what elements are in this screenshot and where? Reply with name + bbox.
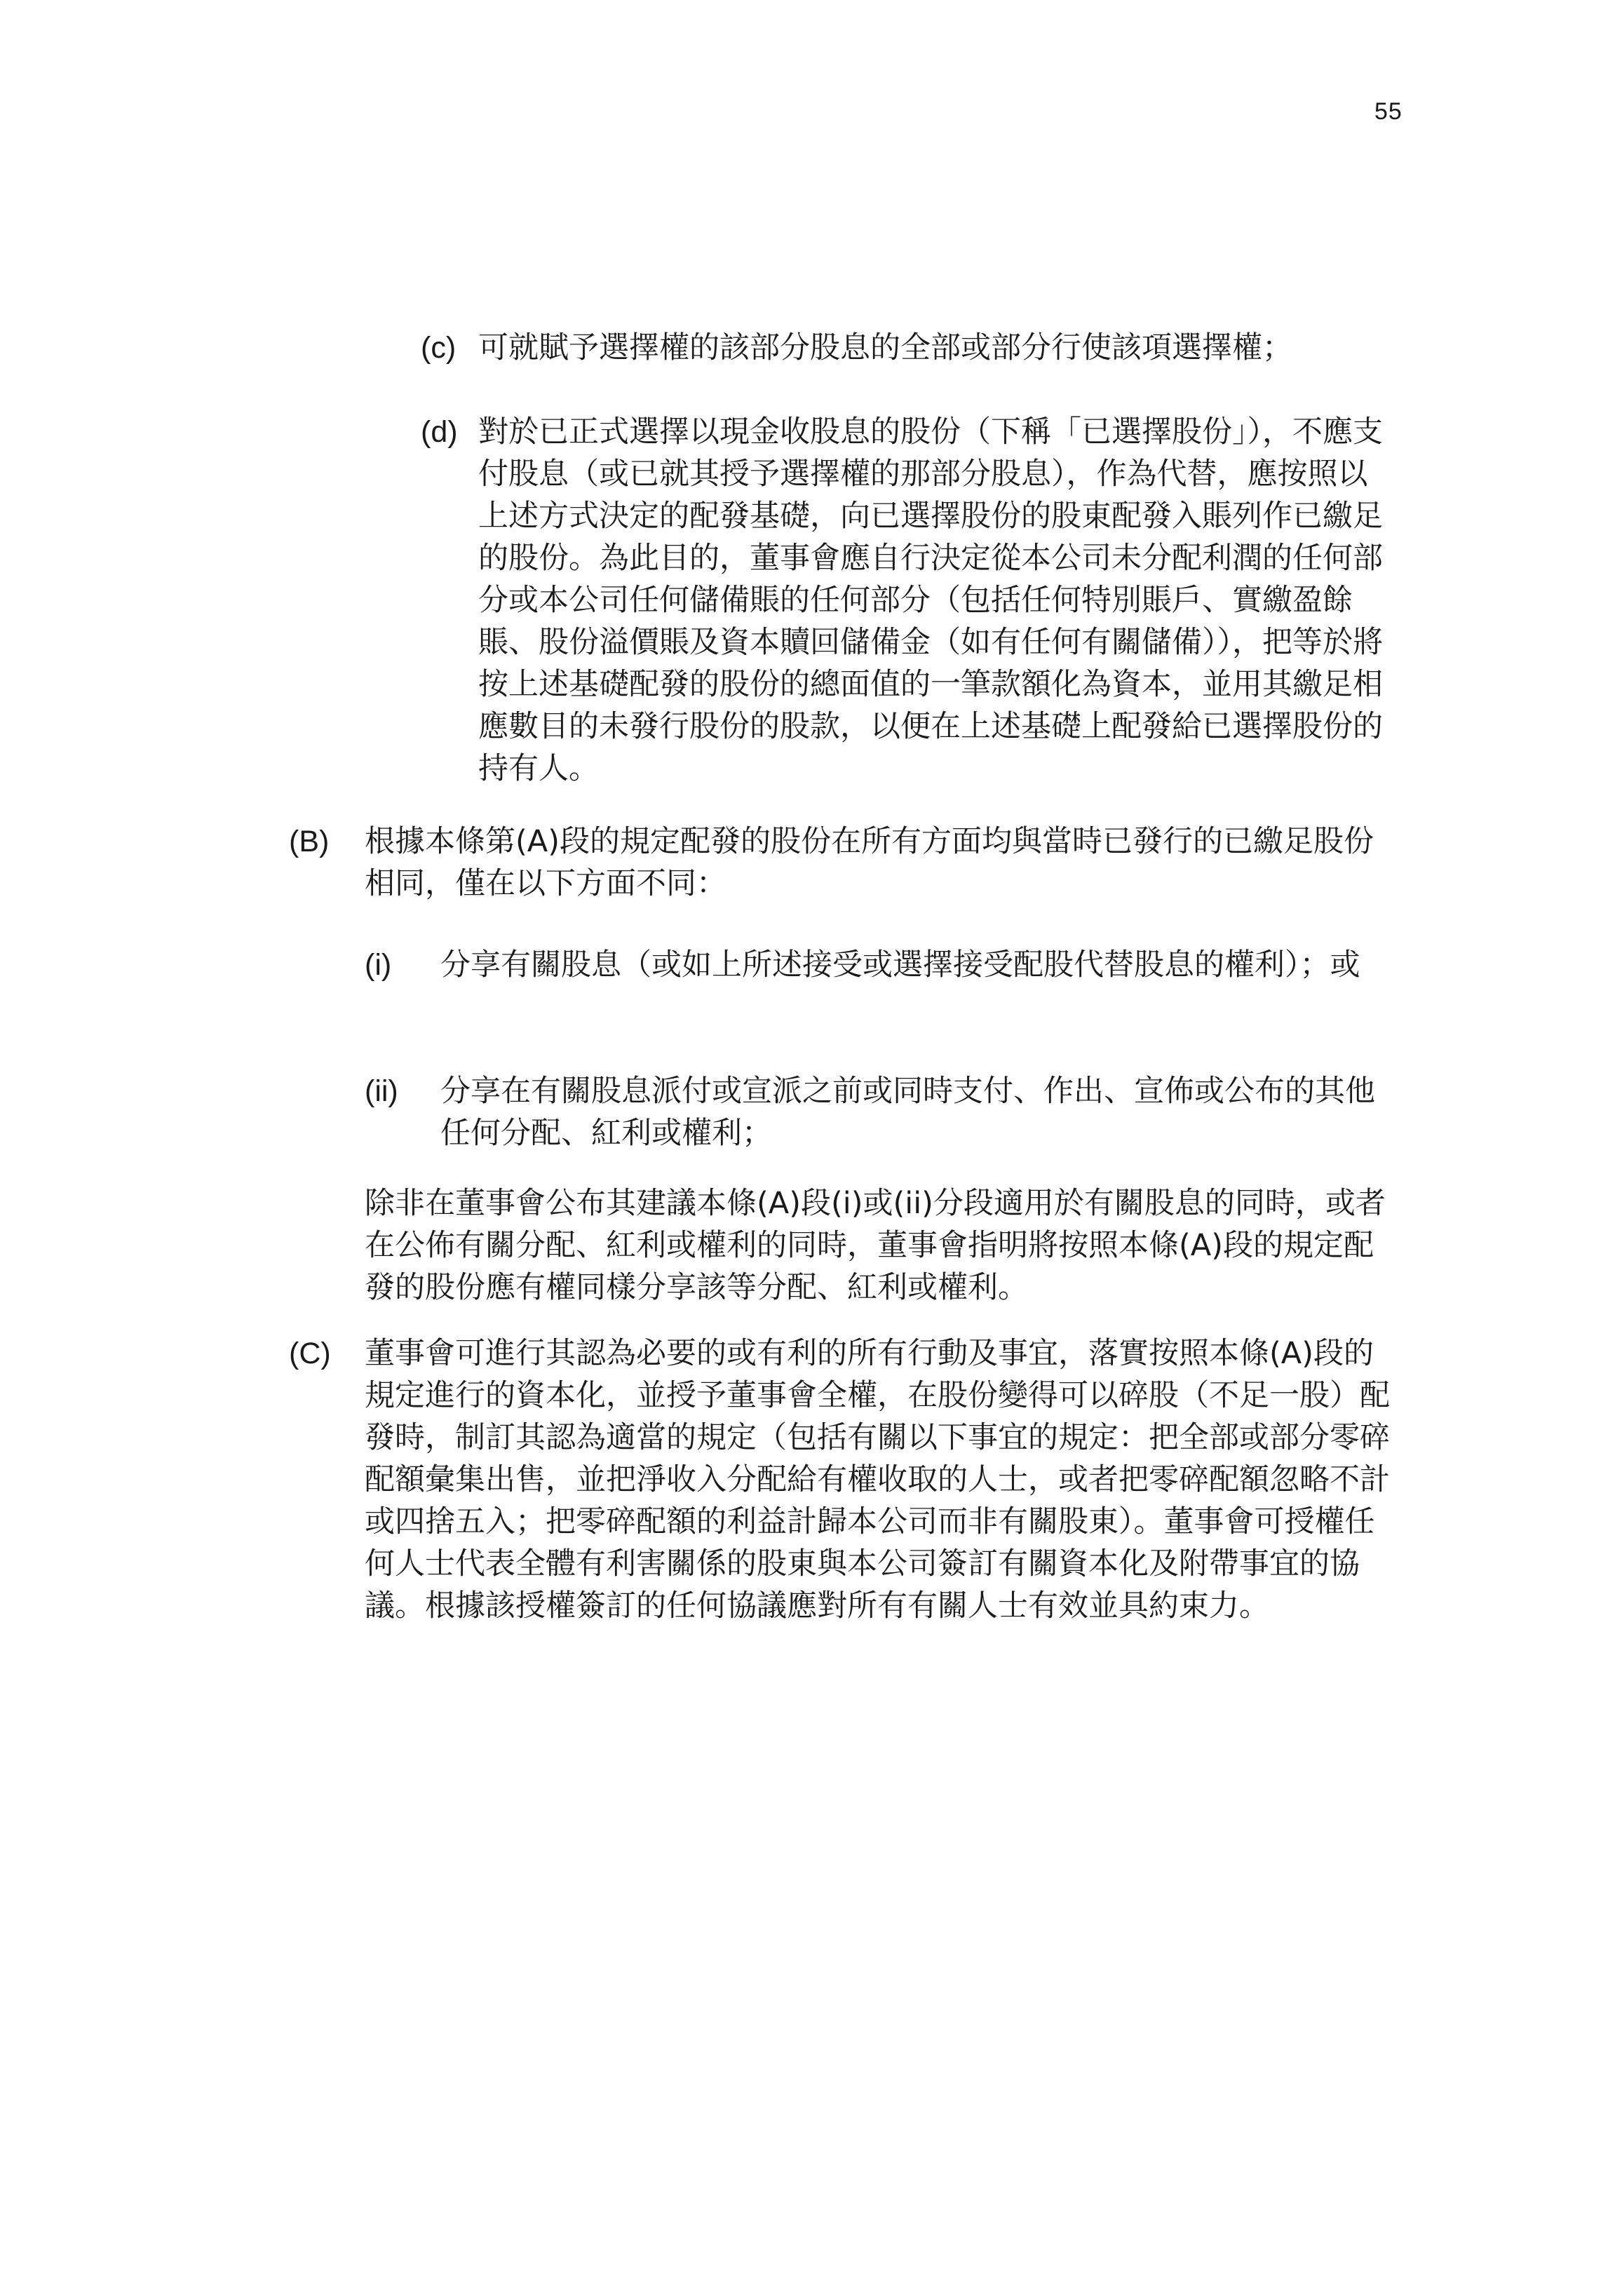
clause-C-label: (C): [289, 1337, 331, 1370]
clause-B-text: 根據本條第(A)段的規定配發的股份在所有方面均與當時已發行的已繳足股份相同，僅在以下方面不同：: [365, 824, 1374, 901]
clause-C: [289, 1332, 1411, 1669]
subclause-ii: [365, 1070, 1403, 1154]
clause-c-text: 可就賦予選擇權的該部分股息的全部或部分行使該項選擇權；: [478, 330, 1292, 365]
subclause-i-text: 分享有關股息（或如上所述接受或選擇接受配股代替股息的權利）；或: [440, 947, 1360, 982]
clause-B-label: (B): [289, 825, 330, 858]
clause-B: [289, 821, 1411, 905]
clause-d-text: 對於已正式選擇以現金收股息的股份（下稱「已選擇股份」），不應支付股息（或已就其授予選擇權的那部分股息），作為代替，應按照以上述方式決定的配發基礎，向已選擇股份的股東配發入賬列作已繳足的股份。為此目的，董事會應自行決定從本公司未分配利潤的任何部分或本公司任何儲備賬的任何部分（包括任何特別賬戶、實繳盈餘賬、股份溢價賬及資本贖回儲備金（如有任何有關儲備）），把等於將按上述基礎配發的股份的總面值的一筆款額化為資本，並用其繳足相應數目的未發行股份的股款，以便在上述基礎上配發給已選擇股份的持有人。: [478, 414, 1383, 786]
subclause-ii-text: 分享在有關股息派付或宣派之前或同時支付、作出、宣佈或公布的其他任何分配、紅利或權利；: [440, 1074, 1375, 1151]
clause-c-label: (c): [421, 331, 457, 365]
clause-B-tail: 除非在董事會公布其建議本條(A)段(i)或(ii)分段適用於有關股息的同時，或者在公佈有關分配、紅利或權利的同時，董事會指明將按照本條(A)段的規定配發的股份應有權同樣分享該等分配、紅利或權利。: [365, 1186, 1386, 1305]
page-number: 55: [1374, 98, 1403, 125]
subclause-i-label: (i): [365, 948, 392, 982]
clause-c: [421, 327, 1403, 369]
clause-C-text: 董事會可進行其認為必要的或有利的所有行動及事宜，落實按照本條(A)段的規定進行的資本化，並授予董事會全權，在股份變得可以碎股（不足一股）配發時，制訂其認為適當的規定（包括有關以下事宜的規定：把全部或部分零碎配額彙集出售，並把淨收入分配給有權收取的人士，或者把零碎配額忽略不計或四捨五入；把零碎配額的利益計歸本公司而非有關股東）。董事會可授權任何人士代表全體有利害關係的股東與本公司簽訂有關資本化及附帶事宜的協議。根據該授權簽訂的任何協議應對所有有關人士有效並具約束力。: [365, 1336, 1390, 1623]
subclause-ii-label: (ii): [365, 1074, 398, 1108]
clause-d: [421, 411, 1403, 790]
subclause-i: [365, 944, 1403, 1028]
clause-d-label: (d): [421, 415, 458, 449]
